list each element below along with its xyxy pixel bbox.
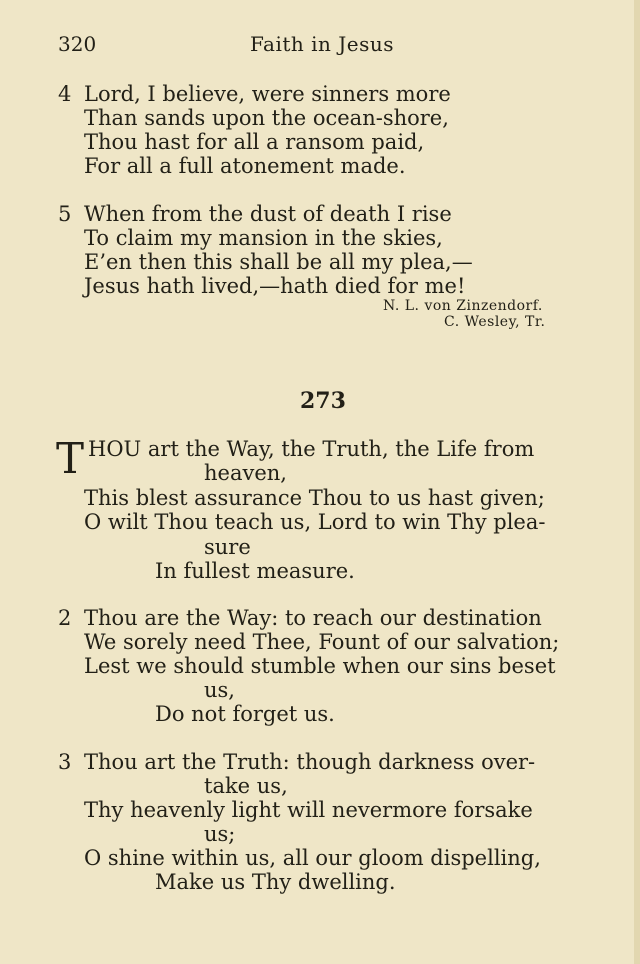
verse-line: O wilt Thou teach us, Lord to win Thy plea- — [84, 510, 546, 534]
verse-line: When from the dust of death I rise — [84, 202, 452, 226]
verse-line: Thou hast for all a ransom paid, — [84, 130, 425, 154]
verse-line: Thou art the Truth: though darkness over- — [84, 750, 536, 774]
verse-line: heaven, — [204, 461, 287, 485]
verse-line: HOU art the Way, the Truth, the Life from — [88, 437, 535, 461]
author-attribution: N. L. von Zinzendorf. — [383, 298, 543, 314]
verse-line: E’en then this shall be all my plea,— — [84, 250, 473, 274]
verse-number: 4 — [58, 82, 72, 106]
verse-number: 3 — [58, 750, 72, 774]
verse-line: sure — [204, 535, 251, 559]
verse-line: Jesus hath lived,—hath died for me! — [84, 274, 466, 298]
verse-line: In fullest measure. — [155, 559, 355, 583]
verse-number: 2 — [58, 606, 72, 630]
verse-line: take us, — [204, 774, 288, 798]
verse-number: 5 — [58, 202, 72, 226]
verse-line: Lord, I believe, were sinners more — [84, 82, 451, 106]
verse-line: This blest assurance Thou to us hast given; — [84, 486, 545, 510]
verse-line: Make us Thy dwelling. — [155, 870, 396, 894]
verse-line: us, — [204, 678, 235, 702]
verse-line: Than sands upon the ocean-shore, — [84, 106, 449, 130]
verse-line: us; — [204, 822, 236, 846]
hymn-number: 273 — [300, 388, 346, 414]
verse-line: Thou are the Way: to reach our destination — [84, 606, 542, 630]
verse-line: To claim my mansion in the skies, — [84, 226, 443, 250]
verse-line: We sorely need Thee, Fount of our salvation; — [84, 630, 560, 654]
verse-line: For all a full atonement made. — [84, 154, 406, 178]
drop-cap: T — [56, 434, 85, 483]
page-number: 320 — [58, 32, 97, 56]
verse-line: Thy heavenly light will nevermore forsake — [84, 798, 533, 822]
page-edge — [634, 0, 640, 964]
translator-attribution: C. Wesley, Tr. — [444, 314, 546, 330]
running-title: Faith in Jesus — [250, 32, 395, 56]
verse-line: Do not forget us. — [155, 702, 335, 726]
verse-line: O shine within us, all our gloom dispelling, — [84, 846, 541, 870]
verse-line: Lest we should stumble when our sins beset — [84, 654, 556, 678]
